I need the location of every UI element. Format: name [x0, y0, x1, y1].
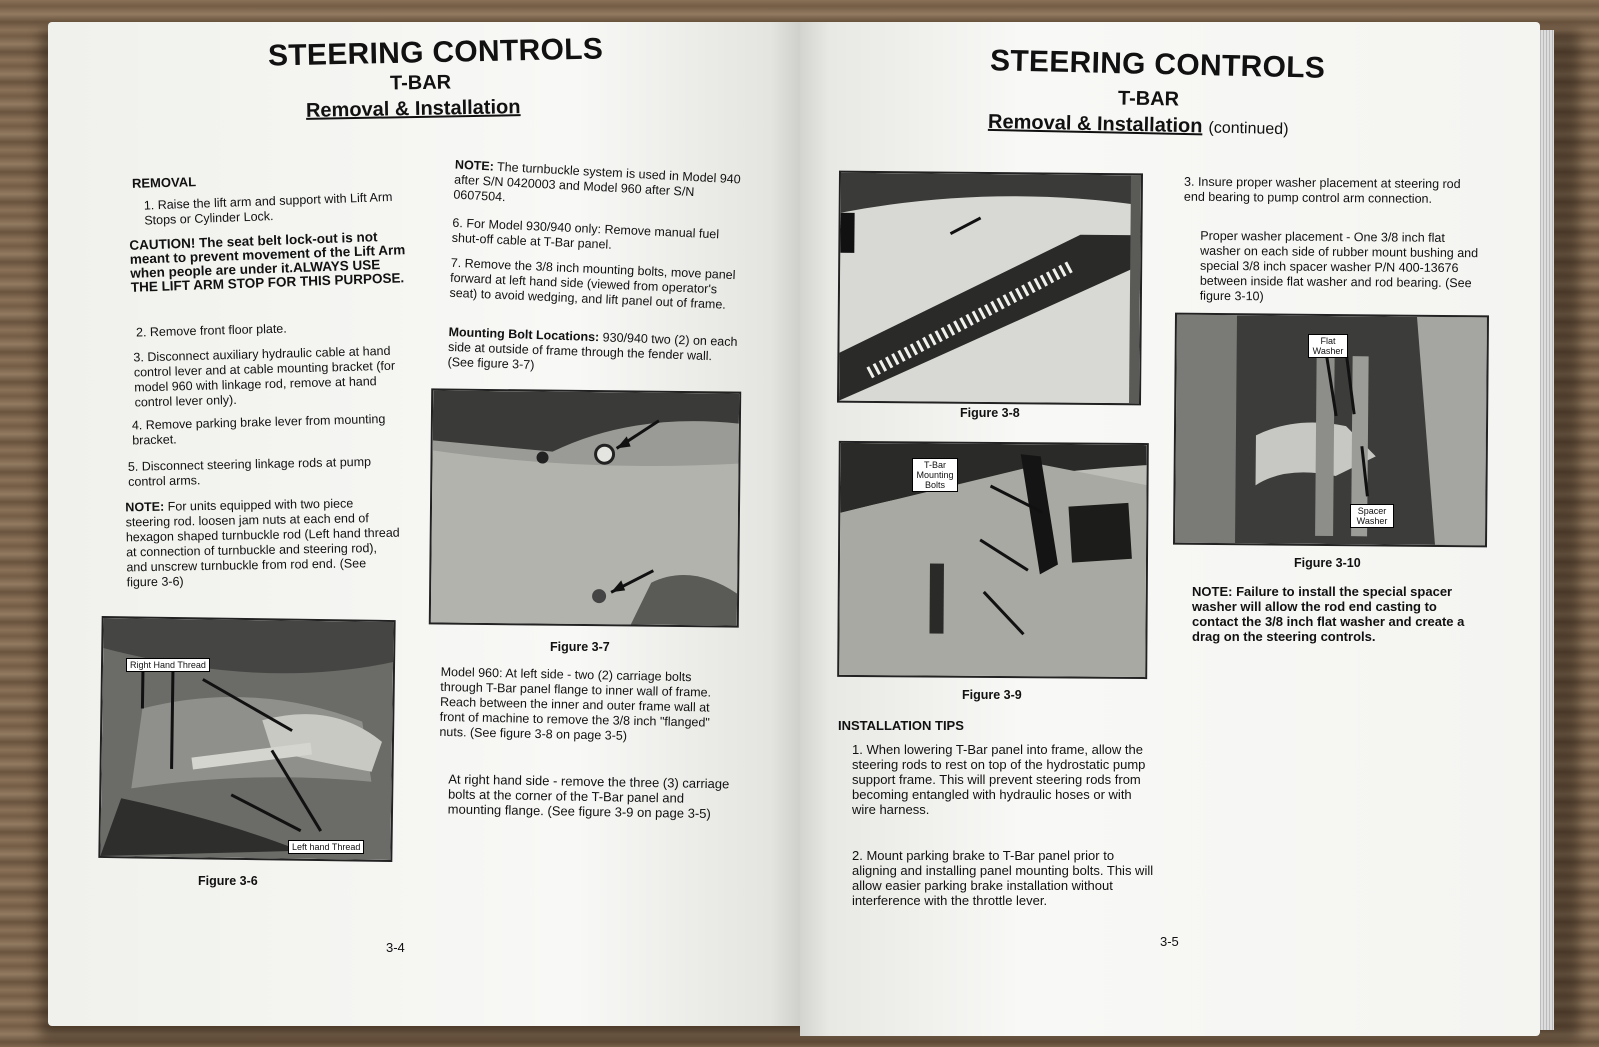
figure-3-10-label-flat-washer: Flat Washer: [1308, 334, 1348, 358]
left-page-section: Removal & Installation: [305, 96, 521, 122]
removal-step-4: 4. Remove parking brake lever from mounting bracket.: [131, 411, 386, 448]
mount-text: 930/940 two (2) on each side at outside of frame through the fender wall. (See figure 3-7): [447, 330, 738, 372]
model-960-text: Model 960: At left side - two (2) carriage bolts through T-Bar panel flange to inner wall of frame. Reach between the inner and outer frame wall at front of machine to remove the 3/8 inch "flanged" nuts. (See figure 3-8 on page 3-5): [439, 664, 712, 743]
right-page-section: [988, 111, 1289, 140]
right-page: [800, 22, 1540, 1036]
figure-3-9-label-t-bar-mounting-bolts: T-Bar Mounting Bolts: [912, 458, 958, 492]
removal-step-1: 1. Raise the lift arm and support with Lift Arm Stops or Cylinder Lock.: [143, 189, 393, 228]
left-page-title: STEERING CONTROLS: [267, 32, 604, 73]
installation-step-3: 3. Insure proper washer placement at steering rod end bearing to pump control arm connection.: [1183, 174, 1461, 206]
installation-tip-2: 2. Mount parking brake to T-Bar panel prior to aligning and installing panel mounting bolts. This will allow easier parking brake installation without interference with the throttle lever.: [852, 848, 1154, 908]
right-section-text: Removal & Installation: [987, 110, 1203, 138]
right-page-number: 3-5: [1160, 934, 1179, 949]
figure-3-7-photo: [429, 388, 741, 627]
figure-3-8-caption: Figure 3-8: [960, 406, 1020, 420]
left-page-subtitle: T-BAR: [389, 71, 452, 95]
note-turnbuckle-rod: [125, 496, 401, 591]
caution-warning: CAUTION! The seat belt lock-out is not meant to prevent movement of the Lift Arm when people are under it.ALWAYS USE THE LIFT ARM STOP FOR THIS PURPOSE.: [129, 229, 406, 295]
note2-label: NOTE:: [454, 157, 495, 174]
right-note-label: NOTE:: [1192, 584, 1233, 599]
mount-label: Mounting Bolt Locations:: [448, 324, 600, 345]
installation-tips-heading: INSTALLATION TIPS: [838, 718, 964, 733]
figure-3-10-label-spacer-washer: Spacer Washer: [1350, 504, 1394, 528]
removal-step-6: 6. For Model 930/940 only: Remove manual fuel shut-off cable at T-Bar panel.: [451, 215, 720, 252]
removal-heading: REMOVAL: [131, 174, 197, 191]
figure-3-6-label-left-hand-thread: Left hand Thread: [288, 840, 364, 854]
removal-step-3: 3. Disconnect auxiliary hydraulic cable at hand control lever and at cable mounting bracket (for model 960 with linkage rod, remove at hand control lever only).: [133, 343, 396, 410]
figure-3-9-photo: [837, 441, 1149, 679]
right-page-subtitle: T-BAR: [1117, 87, 1180, 111]
figure-3-6-caption: Figure 3-6: [198, 874, 258, 888]
figure-3-6-photo: [98, 616, 395, 862]
left-page-number: 3-4: [386, 940, 405, 955]
figure-3-6-label-right-hand-thread: Right Hand Thread: [126, 658, 210, 672]
removal-step-7: 7. Remove the 3/8 inch mounting bolts, move panel forward at left hand side (viewed from operator's seat) to avoid wedging, and lift panel out of frame.: [449, 255, 736, 312]
figure-3-10-caption: Figure 3-10: [1294, 556, 1361, 570]
removal-step-2: 2. Remove front floor plate.: [135, 321, 287, 340]
figure-3-7-caption: Figure 3-7: [550, 640, 610, 654]
figure-3-9-caption: Figure 3-9: [962, 688, 1022, 702]
note-turnbuckle-system: [453, 158, 741, 218]
note2-text: The turnbuckle system is used in Model 940 after S/N 0420003 and Model 960 after S/N 0607504.: [453, 159, 741, 205]
note-label: NOTE:: [125, 499, 165, 515]
continued-text: (continued): [1208, 119, 1289, 139]
washer-placement-text: Proper washer placement - One 3/8 inch flat washer on each side of rubber mount bushing and special 3/8 inch spacer washer P/N 400-13676 between inside flat washer and rod bearing. (See figure 3-10): [1199, 228, 1479, 304]
note-spacer-washer: [1192, 584, 1484, 644]
right-note-text: Failure to install the special spacer washer will allow the rod end casting to contact the 3/8 inch flat washer and create a drag on the steering controls.: [1192, 584, 1465, 644]
right-page-title: STEERING CONTROLS: [989, 44, 1326, 85]
figure-3-8-photo: [837, 171, 1143, 406]
installation-tip-1: 1. When lowering T-Bar panel into frame, allow the steering rods to rest on top of the hydrostatic pump support frame. This will prevent steering rods from becoming entangled with hydraulic hoses or with wire harness.: [852, 742, 1146, 817]
right-hand-side-text: At right hand side - remove the three (3) carriage bolts at the corner of the T-Bar panel and mounting flange. (See figure 3-9 on page 3-5): [447, 771, 730, 822]
removal-step-5: 5. Disconnect steering linkage rods at pump control arms.: [127, 454, 372, 489]
mounting-bolt-locations: [447, 325, 738, 380]
note-text: For units equipped with two piece steering rod. loosen jam nuts at each end of hexagon shaped turnbuckle rod (Left hand thread at connection of turnbuckle and steering rod), and unscrew turnbuckle from rod end. (See figure 3-6): [125, 496, 400, 590]
left-page: [48, 22, 800, 1026]
